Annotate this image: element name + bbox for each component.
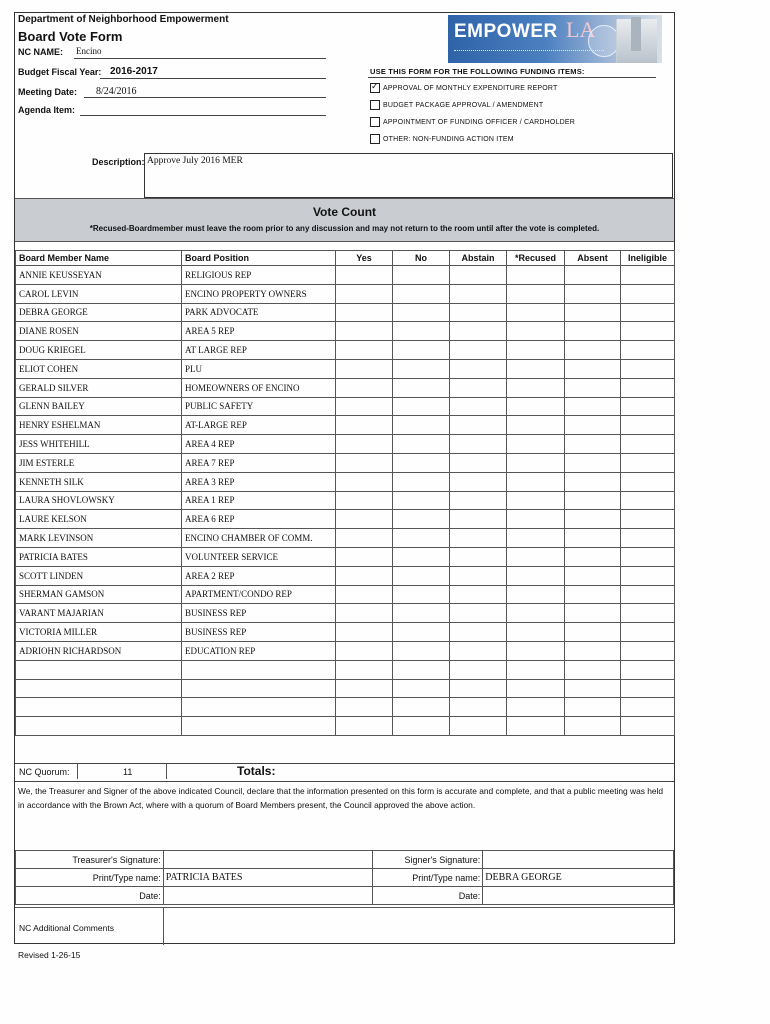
vote-count-banner (15, 198, 674, 242)
table-row (16, 359, 675, 378)
vote-cell[interactable] (393, 698, 450, 717)
vote-cell[interactable] (621, 491, 675, 510)
vote-cell[interactable] (565, 679, 621, 698)
funding-item-label: APPROVAL OF MONTHLY EXPENDITURE REPORT (383, 84, 558, 92)
totals-label: Totals: (237, 764, 276, 778)
member-name-cell: ANNIE KEUSSEYAN (16, 266, 182, 285)
vote-cell[interactable] (393, 266, 450, 285)
table-row (16, 698, 675, 717)
vote-cell[interactable] (336, 397, 393, 416)
comments-field[interactable] (163, 908, 675, 945)
vote-cell[interactable] (393, 623, 450, 642)
table-row (16, 284, 675, 303)
member-position-cell: AREA 1 REP (182, 491, 336, 510)
vote-cell[interactable] (450, 604, 507, 623)
vote-cell[interactable] (565, 378, 621, 397)
vote-cell[interactable] (450, 416, 507, 435)
member-position-cell: BUSINESS REP (182, 604, 336, 623)
vote-cell[interactable] (336, 547, 393, 566)
revised-note: Revised 1-26-15 (18, 950, 81, 960)
vote-cell[interactable] (507, 284, 565, 303)
vote-cell[interactable] (507, 341, 565, 360)
vote-cell[interactable] (565, 416, 621, 435)
vote-cell[interactable] (450, 266, 507, 285)
description-value: Approve July 2016 MER (147, 156, 243, 166)
description-field[interactable] (144, 153, 673, 198)
vote-cell[interactable] (507, 529, 565, 548)
agenda-label: Agenda Item: (18, 105, 76, 115)
member-position-cell: AREA 7 REP (182, 453, 336, 472)
vote-cell[interactable] (621, 641, 675, 660)
meeting-label: Meeting Date: (18, 87, 78, 97)
vote-cell[interactable] (621, 604, 675, 623)
vote-cell[interactable] (336, 435, 393, 454)
member-name-cell: ELIOT COHEN (16, 359, 182, 378)
funding-item-other[interactable] (370, 134, 514, 144)
vote-cell[interactable] (336, 453, 393, 472)
funding-item-label: OTHER: NON-FUNDING ACTION ITEM (383, 135, 514, 143)
vote-cell[interactable] (450, 660, 507, 679)
member-position-cell: HOMEOWNERS OF ENCINO (182, 378, 336, 397)
table-row (16, 322, 675, 341)
vote-cell[interactable] (450, 378, 507, 397)
column-header: Board Position (182, 251, 336, 266)
vote-cell[interactable] (393, 717, 450, 736)
table-row (16, 623, 675, 642)
member-position-cell: AT LARGE REP (182, 341, 336, 360)
vote-cell[interactable] (507, 435, 565, 454)
treasurer-date-label: Date: (16, 887, 164, 905)
member-position-cell: AREA 2 REP (182, 566, 336, 585)
vote-cell[interactable] (450, 547, 507, 566)
member-position-cell: AREA 5 REP (182, 322, 336, 341)
vote-cell[interactable] (336, 623, 393, 642)
member-name-cell: HENRY ESHELMAN (16, 416, 182, 435)
treasurer-date-field[interactable] (163, 887, 373, 905)
vote-cell[interactable] (621, 266, 675, 285)
treasurer-name-label: Print/Type name: (16, 869, 164, 887)
vote-cell[interactable] (565, 717, 621, 736)
vote-cell[interactable] (621, 435, 675, 454)
vote-cell[interactable] (336, 604, 393, 623)
quorum-value: 11 (123, 767, 133, 777)
member-position-cell: AREA 6 REP (182, 510, 336, 529)
form-title: Board Vote Form (18, 29, 123, 44)
vote-cell[interactable] (565, 529, 621, 548)
vote-cell[interactable] (565, 266, 621, 285)
vote-cell[interactable] (336, 472, 393, 491)
funding-item-mer[interactable] (370, 83, 557, 93)
member-position-cell: EDUCATION REP (182, 641, 336, 660)
vote-cell[interactable] (450, 641, 507, 660)
member-position-cell: VOLUNTEER SERVICE (182, 547, 336, 566)
member-name-cell: KENNETH SILK (16, 472, 182, 491)
vote-cell[interactable] (507, 547, 565, 566)
member-position-cell: AT-LARGE REP (182, 416, 336, 435)
vote-cell[interactable] (507, 397, 565, 416)
vote-cell[interactable] (565, 284, 621, 303)
vote-cell[interactable] (450, 585, 507, 604)
vote-cell[interactable] (393, 359, 450, 378)
treasurer-signature-label: Treasurer's Signature: (16, 851, 164, 869)
vote-cell[interactable] (507, 472, 565, 491)
vote-cell[interactable] (336, 566, 393, 585)
vote-cell[interactable] (565, 604, 621, 623)
vote-cell[interactable] (507, 359, 565, 378)
vote-cell[interactable] (565, 641, 621, 660)
table-row (16, 547, 675, 566)
vote-cell[interactable] (507, 266, 565, 285)
vote-cell[interactable] (393, 491, 450, 510)
vote-cell[interactable] (507, 623, 565, 642)
member-name-cell: PATRICIA BATES (16, 547, 182, 566)
vote-cell[interactable] (450, 472, 507, 491)
vote-cell[interactable] (565, 698, 621, 717)
member-name-cell: SCOTT LINDEN (16, 566, 182, 585)
vote-cell[interactable] (621, 472, 675, 491)
funding-item-label: APPOINTMENT OF FUNDING OFFICER / CARDHOLDER (383, 118, 576, 126)
vote-cell[interactable] (336, 717, 393, 736)
vote-cell[interactable] (336, 359, 393, 378)
table-body (16, 266, 675, 736)
member-name-cell: ADRIOHN RICHARDSON (16, 641, 182, 660)
signer-signature-field[interactable] (483, 851, 674, 869)
vote-cell[interactable] (621, 359, 675, 378)
member-position-cell: APARTMENT/CONDO REP (182, 585, 336, 604)
member-position-cell: RELIGIOUS REP (182, 266, 336, 285)
table-row (16, 566, 675, 585)
member-name-cell (16, 698, 182, 717)
agenda-line (80, 115, 326, 116)
vote-cell[interactable] (565, 435, 621, 454)
vote-cell[interactable] (565, 510, 621, 529)
vote-cell[interactable] (450, 679, 507, 698)
funding-item-budget[interactable] (370, 100, 543, 110)
vote-cell[interactable] (621, 378, 675, 397)
member-name-cell: GLENN BAILEY (16, 397, 182, 416)
nc-name-line (74, 58, 326, 59)
column-header: Absent (565, 251, 621, 266)
vote-cell[interactable] (565, 359, 621, 378)
vote-cell[interactable] (336, 378, 393, 397)
recused-note: *Recused-Boardmember must leave the room prior to any discussion and may not return to the room until after the vote is completed. (89, 224, 600, 233)
comments-label: NC Additional Comments (19, 923, 114, 933)
vote-cell[interactable] (336, 585, 393, 604)
vote-cell[interactable] (450, 491, 507, 510)
member-name-cell (16, 717, 182, 736)
member-position-cell: AREA 3 REP (182, 472, 336, 491)
vote-cell[interactable] (565, 341, 621, 360)
column-header: Abstain (450, 251, 507, 266)
vote-cell[interactable] (450, 397, 507, 416)
member-name-cell: MARK LEVINSON (16, 529, 182, 548)
member-name-cell: LAURE KELSON (16, 510, 182, 529)
table-row (16, 529, 675, 548)
vote-cell[interactable] (450, 698, 507, 717)
vote-cell[interactable] (450, 717, 507, 736)
vote-cell[interactable] (621, 397, 675, 416)
member-name-cell: DEBRA GEORGE (16, 303, 182, 322)
vote-cell[interactable] (393, 547, 450, 566)
logo-word: EMPOWER (454, 21, 558, 42)
vote-cell[interactable] (621, 717, 675, 736)
member-name-cell: GERALD SILVER (16, 378, 182, 397)
vote-cell[interactable] (336, 641, 393, 660)
signer-name-field[interactable]: DEBRA GEORGE (483, 869, 674, 887)
vote-cell[interactable] (621, 660, 675, 679)
vote-cell[interactable] (450, 510, 507, 529)
vote-cell[interactable] (336, 266, 393, 285)
table-row (16, 641, 675, 660)
table-row (16, 604, 675, 623)
vote-cell[interactable] (393, 453, 450, 472)
vote-cell[interactable] (507, 717, 565, 736)
member-name-cell: SHERMAN GAMSON (16, 585, 182, 604)
declaration-text: We, the Treasurer and Signer of the above indicated Council, declare that the information presented on this form is accurate and complete, and that a public meeting was held in accordance with the Brown Act, where with a quorum of Board Members present, the Council approved the above action. (18, 786, 664, 810)
member-name-cell: LAURA SHOVLOWSKY (16, 491, 182, 510)
vote-cell[interactable] (507, 585, 565, 604)
quorum-cell[interactable] (77, 764, 167, 779)
vote-count-title: Vote Count (312, 205, 377, 219)
member-position-cell: ENCINO CHAMBER OF COMM. (182, 529, 336, 548)
vote-cell[interactable] (621, 341, 675, 360)
column-header: Board Member Name (16, 251, 182, 266)
member-name-cell: JESS WHITEHILL (16, 435, 182, 454)
nc-name-label: NC NAME: (18, 47, 63, 57)
treasurer-name-field[interactable]: PATRICIA BATES (163, 869, 373, 887)
vote-cell[interactable] (507, 322, 565, 341)
vote-cell[interactable] (621, 698, 675, 717)
signer-date-label: Date: (373, 887, 483, 905)
vote-cell[interactable] (393, 510, 450, 529)
member-position-cell: PARK ADVOCATE (182, 303, 336, 322)
table-row (16, 585, 675, 604)
vote-cell[interactable] (393, 378, 450, 397)
vote-cell[interactable] (507, 660, 565, 679)
member-name-cell: DOUG KRIEGEL (16, 341, 182, 360)
member-position-cell: ENCINO PROPERTY OWNERS (182, 284, 336, 303)
vote-cell[interactable] (621, 322, 675, 341)
member-name-cell: VICTORIA MILLER (16, 623, 182, 642)
column-header: Yes (336, 251, 393, 266)
vote-cell[interactable] (450, 566, 507, 585)
vote-cell[interactable] (621, 585, 675, 604)
member-name-cell (16, 679, 182, 698)
table-row (16, 679, 675, 698)
vote-cell[interactable] (507, 453, 565, 472)
table-row (16, 303, 675, 322)
vote-cell[interactable] (336, 416, 393, 435)
vote-cell[interactable] (507, 641, 565, 660)
member-name-cell: JIM ESTERLE (16, 453, 182, 472)
checkbox-icon[interactable] (370, 134, 380, 144)
vote-cell[interactable] (393, 585, 450, 604)
table-row (16, 491, 675, 510)
vote-cell[interactable] (565, 585, 621, 604)
vote-cell[interactable] (393, 566, 450, 585)
table-row (16, 341, 675, 360)
vote-cell[interactable] (450, 453, 507, 472)
member-name-cell (16, 660, 182, 679)
description-label: Description: (92, 157, 145, 167)
vote-cell[interactable] (336, 679, 393, 698)
quorum-label: NC Quorum: (19, 767, 70, 777)
column-header: Ineligible (621, 251, 675, 266)
vote-cell[interactable] (507, 566, 565, 585)
vote-cell[interactable] (450, 341, 507, 360)
checkbox-icon[interactable] (370, 100, 380, 110)
vote-cell[interactable] (507, 679, 565, 698)
vote-cell[interactable] (621, 416, 675, 435)
vote-cell[interactable] (507, 604, 565, 623)
budget-label: Budget Fiscal Year: (18, 67, 102, 77)
vote-cell[interactable] (507, 491, 565, 510)
vote-cell[interactable] (450, 322, 507, 341)
vote-cell[interactable] (393, 529, 450, 548)
vote-cell[interactable] (393, 435, 450, 454)
comments-section (15, 907, 674, 945)
vote-cell[interactable] (393, 341, 450, 360)
member-name-cell: VARANT MAJARIAN (16, 604, 182, 623)
meeting-line (84, 97, 326, 98)
empower-la-logo (448, 15, 662, 63)
member-position-cell (182, 660, 336, 679)
vote-cell[interactable] (621, 284, 675, 303)
vote-cell[interactable] (507, 416, 565, 435)
vote-cell[interactable] (450, 284, 507, 303)
vote-cell[interactable] (450, 359, 507, 378)
department-title: Department of Neighborhood Empowerment (18, 14, 229, 25)
table-row (16, 453, 675, 472)
vote-cell[interactable] (565, 303, 621, 322)
column-header: No (393, 251, 450, 266)
totals-row (15, 763, 674, 782)
logo-la: LA (566, 17, 596, 42)
vote-cell[interactable] (621, 547, 675, 566)
signature-table (15, 850, 674, 905)
vote-cell[interactable] (507, 303, 565, 322)
table-row (16, 378, 675, 397)
vote-cell[interactable] (621, 303, 675, 322)
table-row (16, 660, 675, 679)
logo-tagline (454, 50, 604, 55)
member-position-cell (182, 679, 336, 698)
vote-cell[interactable] (565, 322, 621, 341)
table-row (16, 472, 675, 491)
vote-cell[interactable] (336, 341, 393, 360)
vote-cell[interactable] (450, 435, 507, 454)
vote-table (15, 250, 675, 736)
vote-cell[interactable] (450, 623, 507, 642)
checkbox-icon[interactable] (370, 117, 380, 127)
table-row (16, 717, 675, 736)
budget-line (100, 78, 326, 79)
vote-cell[interactable] (507, 698, 565, 717)
vote-cell[interactable] (393, 397, 450, 416)
vote-cell[interactable] (336, 510, 393, 529)
vote-cell[interactable] (336, 322, 393, 341)
vote-cell[interactable] (621, 566, 675, 585)
signer-date-field[interactable] (483, 887, 674, 905)
vote-cell[interactable] (621, 679, 675, 698)
treasurer-signature-field[interactable] (163, 851, 373, 869)
vote-cell[interactable] (393, 472, 450, 491)
vote-cell[interactable] (621, 529, 675, 548)
table-header-row (16, 251, 675, 266)
member-name-cell: DIANE ROSEN (16, 322, 182, 341)
vote-cell[interactable] (336, 660, 393, 679)
nc-name-value: Encino (76, 46, 102, 56)
checked-box-icon[interactable] (370, 83, 380, 93)
member-position-cell: AREA 4 REP (182, 435, 336, 454)
member-position-cell: BUSINESS REP (182, 623, 336, 642)
funding-item-label: BUDGET PACKAGE APPROVAL / AMENDMENT (383, 101, 544, 109)
funding-heading-line (368, 77, 656, 78)
vote-cell[interactable] (450, 303, 507, 322)
table-row (16, 510, 675, 529)
vote-cell[interactable] (393, 416, 450, 435)
vote-cell[interactable] (336, 529, 393, 548)
member-position-cell (182, 717, 336, 736)
vote-cell[interactable] (621, 453, 675, 472)
city-hall-icon (616, 19, 657, 63)
vote-cell[interactable] (621, 510, 675, 529)
member-position-cell: PUBLIC SAFETY (182, 397, 336, 416)
vote-cell[interactable] (565, 660, 621, 679)
budget-value: 2016-2017 (110, 66, 158, 77)
vote-cell[interactable] (507, 510, 565, 529)
vote-cell[interactable] (393, 660, 450, 679)
vote-cell[interactable] (565, 453, 621, 472)
vote-cell[interactable] (565, 397, 621, 416)
vote-cell[interactable] (507, 378, 565, 397)
meeting-value: 8/24/2016 (96, 86, 137, 97)
vote-cell[interactable] (565, 491, 621, 510)
vote-cell[interactable] (336, 491, 393, 510)
vote-cell[interactable] (621, 623, 675, 642)
table-row (16, 435, 675, 454)
member-name-cell: CAROL LEVIN (16, 284, 182, 303)
table-row (16, 266, 675, 285)
vote-cell[interactable] (393, 303, 450, 322)
vote-cell[interactable] (450, 529, 507, 548)
vote-cell[interactable] (336, 698, 393, 717)
vote-cell[interactable] (393, 322, 450, 341)
column-header: *Recused (507, 251, 565, 266)
vote-cell[interactable] (336, 284, 393, 303)
vote-cell[interactable] (565, 566, 621, 585)
member-position-cell (182, 698, 336, 717)
table-row (16, 416, 675, 435)
vote-cell[interactable] (336, 303, 393, 322)
funding-heading: USE THIS FORM FOR THE FOLLOWING FUNDING ITEMS: (370, 67, 585, 76)
member-position-cell: PLU (182, 359, 336, 378)
funding-item-officer[interactable] (370, 117, 575, 127)
table-row (16, 397, 675, 416)
vote-cell[interactable] (565, 472, 621, 491)
vote-cell[interactable] (393, 604, 450, 623)
vote-cell[interactable] (393, 641, 450, 660)
signer-signature-label: Signer's Signature: (373, 851, 483, 869)
vote-cell[interactable] (393, 284, 450, 303)
vote-cell[interactable] (393, 679, 450, 698)
signer-name-label: Print/Type name: (373, 869, 483, 887)
vote-cell[interactable] (565, 623, 621, 642)
vote-cell[interactable] (565, 547, 621, 566)
